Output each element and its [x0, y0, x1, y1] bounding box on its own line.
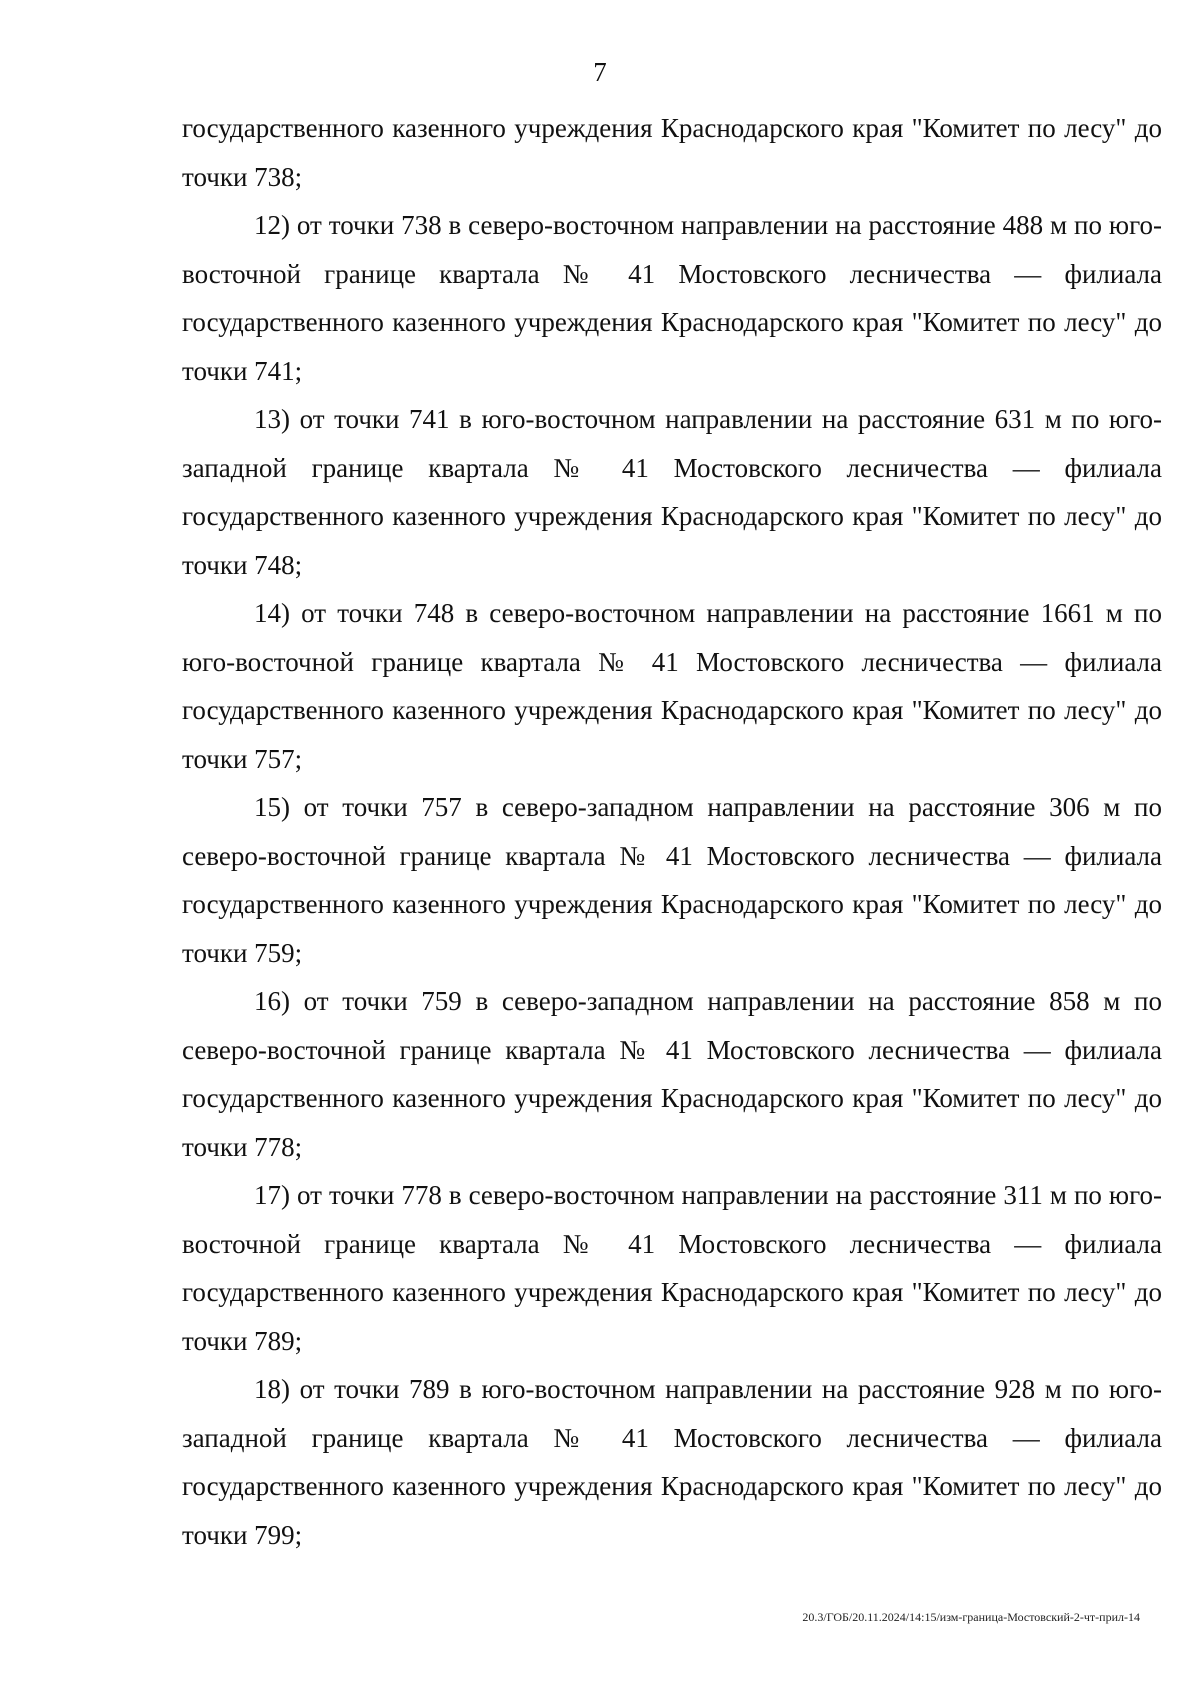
paragraph-continuation: государственного казенного учреждения Краснодарского края "Комитет по лесу" до точки 738; — [182, 113, 1162, 192]
document-body — [182, 104, 1162, 1559]
page-number: 7 — [593, 57, 607, 87]
paragraph-item-15: 15) от точки 757 в северо-западном направлении на расстояние 306 м по северо-восточной границе квартала № 41 Мостовского лесничества — филиала государственного казенного учреждения Краснодарского края "Комитет по лесу" до точки 759; — [182, 792, 1162, 968]
paragraph-item-17: 17) от точки 778 в северо-восточном направлении на расстояние 311 м по юго-восточной границе квартала № 41 Мостовского лесничества — филиала государственного казенного учреждения Краснодарского края "Комитет по лесу" до точки 789; — [182, 1180, 1162, 1356]
paragraph-item-13: 13) от точки 741 в юго-восточном направлении на расстояние 631 м по юго-западной границе квартала № 41 Мостовского лесничества — филиала государственного казенного учреждения Краснодарского края "Комитет по лесу" до точки 748; — [182, 404, 1162, 580]
paragraph-item-12: 12) от точки 738 в северо-восточном направлении на расстояние 488 м по юго-восточной границе квартала № 41 Мостовского лесничества — филиала государственного казенного учреждения Краснодарского края "Комитет по лесу" до точки 741; — [182, 210, 1162, 386]
paragraph-item-16: 16) от точки 759 в северо-западном направлении на расстояние 858 м по северо-восточной границе квартала № 41 Мостовского лесничества — филиала государственного казенного учреждения Краснодарского края "Комитет по лесу" до точки 778; — [182, 986, 1162, 1162]
paragraph-item-18: 18) от точки 789 в юго-восточном направлении на расстояние 928 м по юго-западной границе квартала № 41 Мостовского лесничества — филиала государственного казенного учреждения Краснодарского края "Комитет по лесу" до точки 799; — [182, 1374, 1162, 1550]
document-reference-code: 20.3/ГОБ/20.11.2024/14:15/изм-граница-Мостовский-2-чт-прил-14 — [802, 1610, 1140, 1624]
paragraph-item-14: 14) от точки 748 в северо-восточном направлении на расстояние 1661 м по юго-восточной границе квартала № 41 Мостовского лесничества — филиала государственного казенного учреждения Краснодарского края "Комитет по лесу" до точки 757; — [182, 598, 1162, 774]
